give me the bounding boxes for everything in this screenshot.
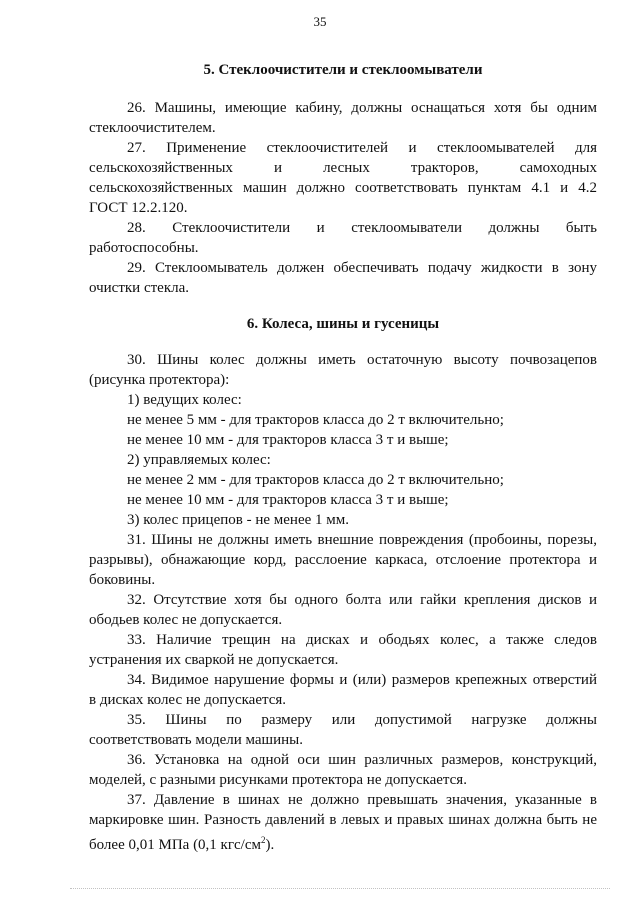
page-number: 35 (313, 14, 327, 29)
text-line: ободьев колес не допускается. (89, 612, 283, 628)
text-line-last (89, 830, 274, 855)
text-line: не менее 10 мм - для тракторов класса 3 т и выше; (127, 492, 449, 508)
text-line: 31. Шины не должны иметь внешние повреждения (пробоины, порезы, (127, 532, 597, 548)
text-line: 1) ведущих колес: (127, 392, 242, 408)
superscript: 2 (260, 835, 266, 845)
text-line: в дисках колес не допускается. (89, 692, 287, 708)
text-line: 29. Стеклоомыватель должен обеспечивать подачу жидкости в зону (127, 260, 597, 276)
text-line: очистки стекла. (89, 280, 190, 296)
text-line: боковины. (89, 572, 156, 588)
text-line: 26. Машины, имеющие кабину, должны оснащаться хотя бы одним (127, 100, 597, 116)
text-line: работоспособны. (89, 240, 199, 256)
text-fragment: ). (265, 837, 275, 853)
text-line: не менее 10 мм - для тракторов класса 3 т и выше; (127, 432, 449, 448)
text-line: 3) колес прицепов - не менее 1 мм. (127, 512, 350, 528)
text-line: 33. Наличие трещин на дисках и ободьях колес, а также следов (127, 632, 597, 648)
text-line: устранения их сваркой не допускается. (89, 652, 339, 668)
text-line: маркировке шин. Разность давлений в левых и правых шинах должна быть не (89, 812, 597, 828)
text-line: 36. Установка на одной оси шин различных размеров, конструкций, (127, 752, 597, 768)
scan-artifact-line (70, 888, 610, 889)
text-line: моделей, с разными рисунками протектора не допускается. (89, 772, 467, 788)
text-fragment: более 0,01 МПа (0,1 кгс/см (89, 837, 261, 853)
text-line: сельскохозяйственных и лесных тракторов, самоходных (89, 160, 597, 176)
text-line: ГОСТ 12.2.120. (89, 200, 188, 216)
text-line: (рисунка протектора): (89, 372, 230, 388)
text-line: сельскохозяйственных машин должно соответствовать пунктам 4.1 и 4.2 (89, 180, 597, 196)
text-line: соответствовать модели машины. (89, 732, 303, 748)
section-5-heading: 5. Стеклоочистители и стеклоомыватели (203, 62, 483, 78)
text-line: 34. Видимое нарушение формы и (или) размеров крепежных отверстий (127, 672, 597, 688)
text-line: 30. Шины колес должны иметь остаточную высоту почвозацепов (127, 352, 597, 368)
section-6-heading: 6. Колеса, шины и гусеницы (246, 316, 440, 332)
text-line: не менее 5 мм - для тракторов класса до 2 т включительно; (127, 412, 504, 428)
text-line: разрывы), обнажающие корд, расслоение каркаса, отслоение протектора и (89, 552, 597, 568)
text-line: 28. Стеклоочистители и стеклоомыватели должны быть (127, 220, 597, 236)
text-line: 35. Шины по размеру или допустимой нагрузке должны (127, 712, 597, 728)
text-line: 32. Отсутствие хотя бы одного болта или гайки крепления дисков и (127, 592, 597, 608)
text-line: 27. Применение стеклоочистителей и стеклоомывателей для (127, 140, 597, 156)
text-line: стеклоочистителем. (89, 120, 216, 136)
text-line: не менее 2 мм - для тракторов класса до 2 т включительно; (127, 472, 504, 488)
text-line: 2) управляемых колес: (127, 452, 271, 468)
text-line: 37. Давление в шинах не должно превышать значения, указанные в (127, 792, 597, 808)
